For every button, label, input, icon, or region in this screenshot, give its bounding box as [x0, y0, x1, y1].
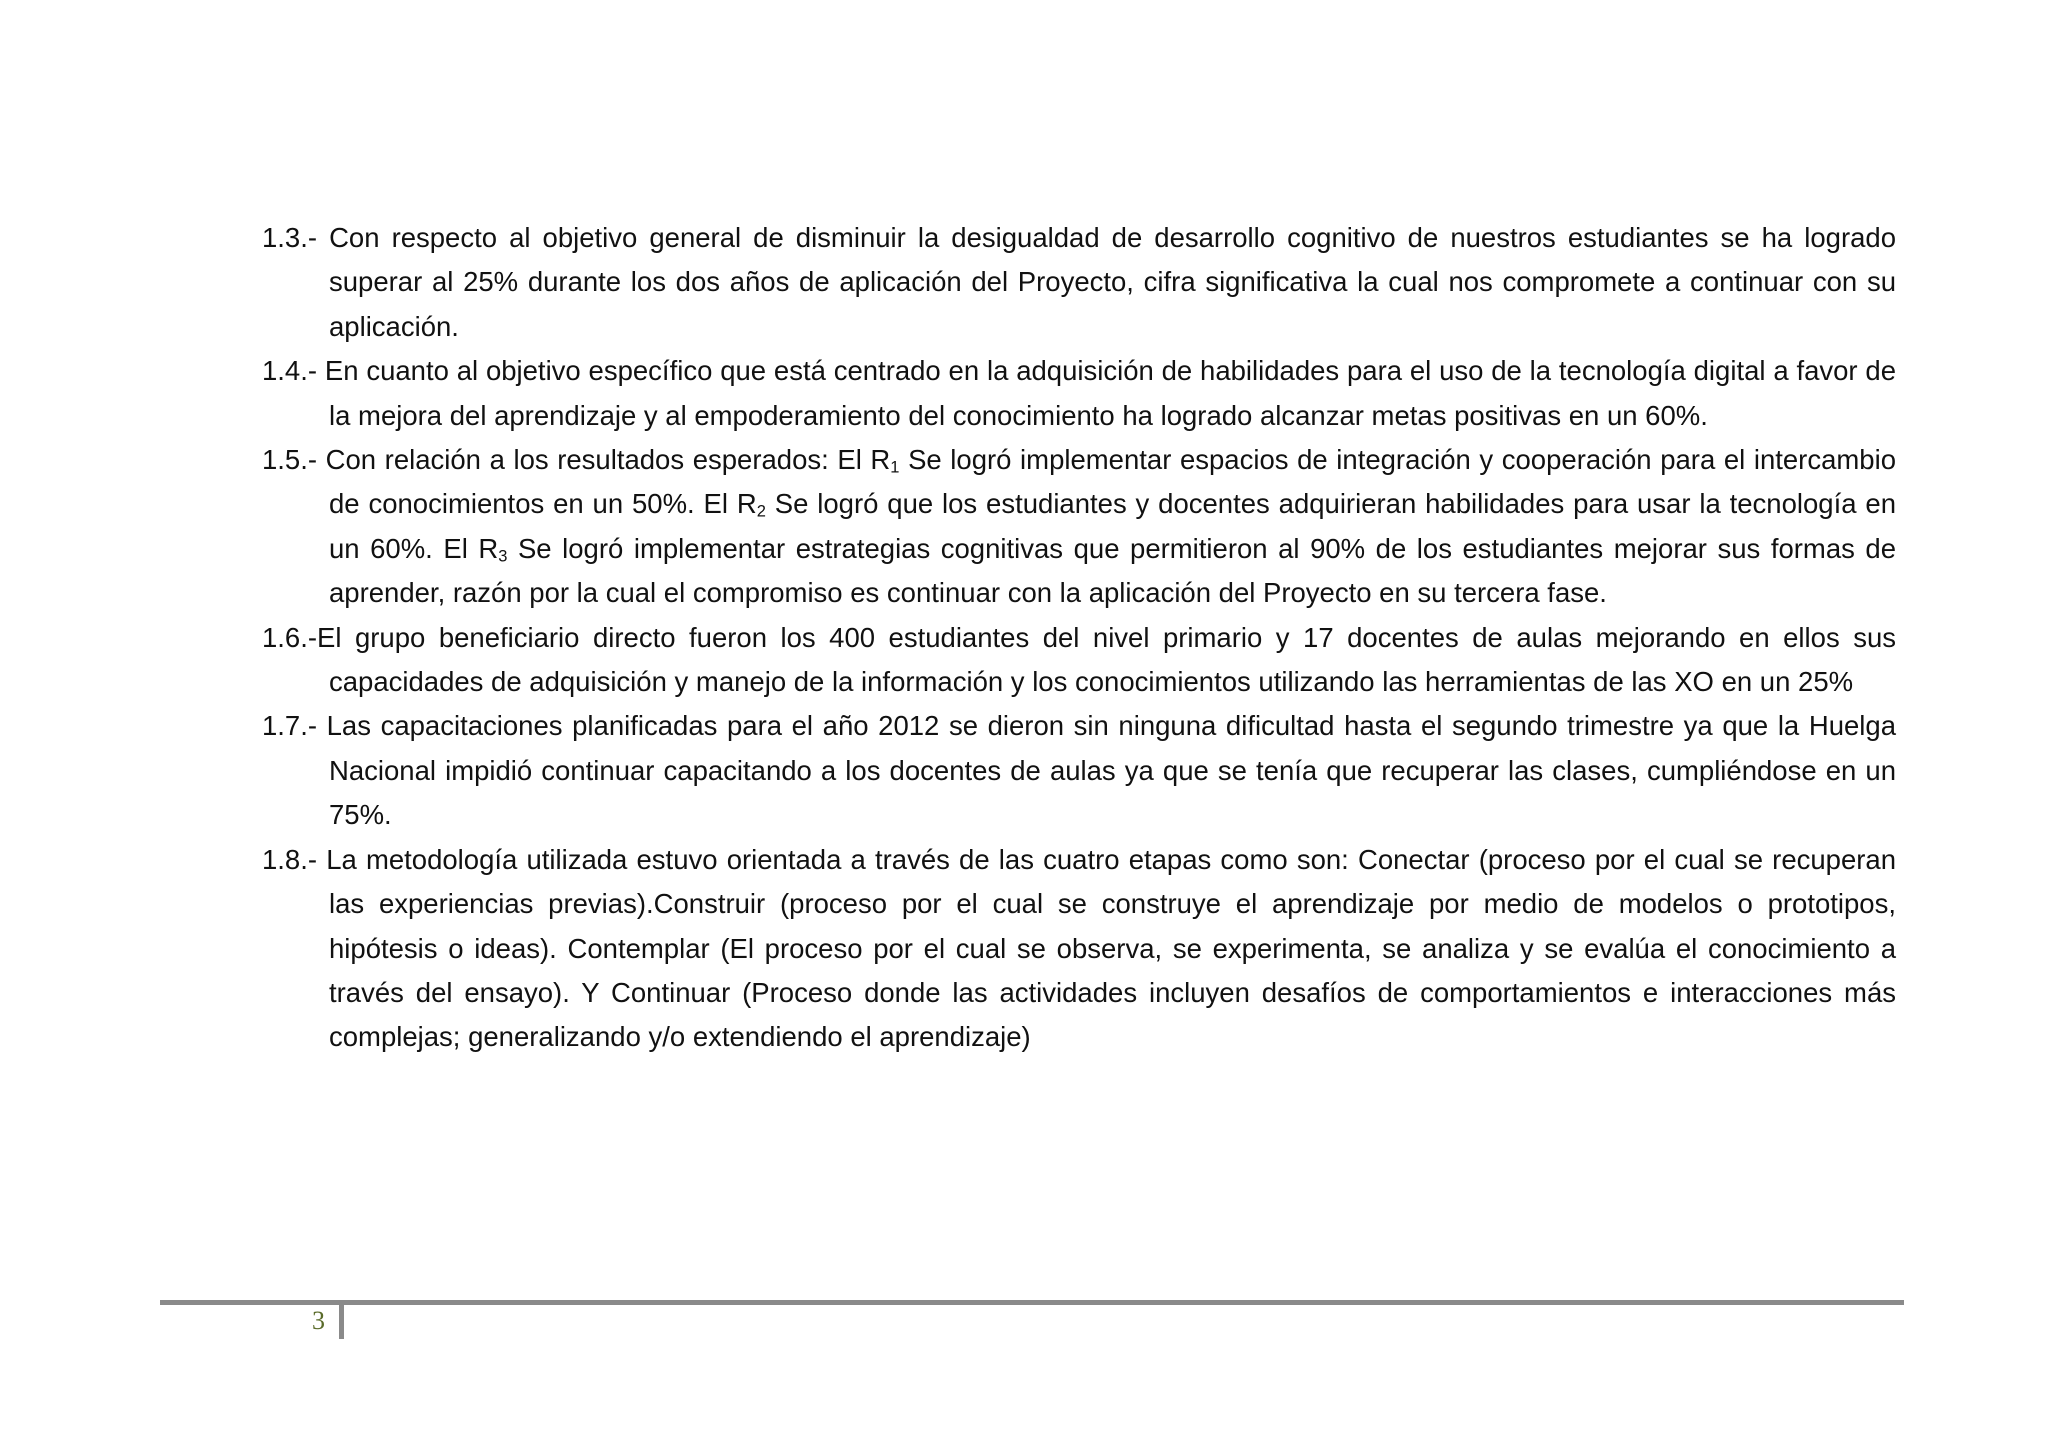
- list-item-1-5: [262, 438, 1896, 616]
- list-item-1-5-part: 1.5.- Con relación a los resultados esperados: El R: [262, 444, 891, 476]
- subscript-1: 1: [890, 458, 900, 477]
- list-item-1-7: 1.7.- Las capacitaciones planificadas para el año 2012 se dieron sin ninguna dificultad hasta el segundo trimestre ya que la Huelga Nacional impidió continuar capacitando a los docentes de aulas ya que se tenía que recuperar las clases, cumpliéndose en un 75%.: [262, 710, 1896, 831]
- list-item-1-6: 1.6.-El grupo beneficiario directo fueron los 400 estudiantes del nivel primario y 17 docentes de aulas mejorando en ellos sus capacidades de adquisición y manejo de la información y los conocimientos utilizando las herramientas de las XO en un 25%: [262, 621, 1896, 698]
- list-item-1-5-part: Se logró que los estudiantes y docentes adquirieran habilidades para usar la tecnología en un 60%. El R: [329, 488, 1896, 564]
- document-body: [262, 216, 1896, 1060]
- subscript-3: 3: [498, 547, 508, 566]
- list-item-1-8: 1.8.- La metodología utilizada estuvo orientada a través de las cuatro etapas como son: Conectar (proceso por el cual se recuperan las experiencias previas).Construir (proceso por el cual se construye el aprendizaje por medio de modelos o prototipos, hipótesis o ideas). Contemplar (El proceso por el cual se observa, se experimenta, se analiza y se evalúa el conocimiento a través del ensayo). Y Continuar (Proceso donde las actividades incluyen desafíos de comportamientos e interacciones más complejas; generalizando y/o extendiendo el aprendizaje): [262, 843, 1896, 1053]
- list-item-1-5-part: Se logró implementar espacios de integración y cooperación para el intercambio de conocimientos en un 50%. El R: [329, 444, 1896, 520]
- page-number-divider: [339, 1305, 344, 1339]
- subscript-2: 2: [756, 502, 766, 521]
- footer-rule: [160, 1300, 1904, 1305]
- list-item-1-4: 1.4.- En cuanto al objetivo específico que está centrado en la adquisición de habilidades para el uso de la tecnología digital a favor de la mejora del aprendizaje y al empoderamiento del conocimiento ha logrado alcanzar metas positivas en un 60%.: [262, 355, 1896, 431]
- list-item-1-5-part: Se logró implementar estrategias cognitivas que permitieron al 90% de los estudiantes mejorar sus formas de aprender, razón por la cual el compromiso es continuar con la aplicación del Proyecto en su tercera fase.: [329, 532, 1896, 609]
- list-item-1-3: 1.3.- Con respecto al objetivo general de disminuir la desigualdad de desarrollo cognitivo de nuestros estudiantes se ha logrado superar al 25% durante los dos años de aplicación del Proyecto, cifra significativa la cual nos compromete a continuar con su aplicación.: [262, 222, 1896, 342]
- page-number: 3: [312, 1306, 325, 1335]
